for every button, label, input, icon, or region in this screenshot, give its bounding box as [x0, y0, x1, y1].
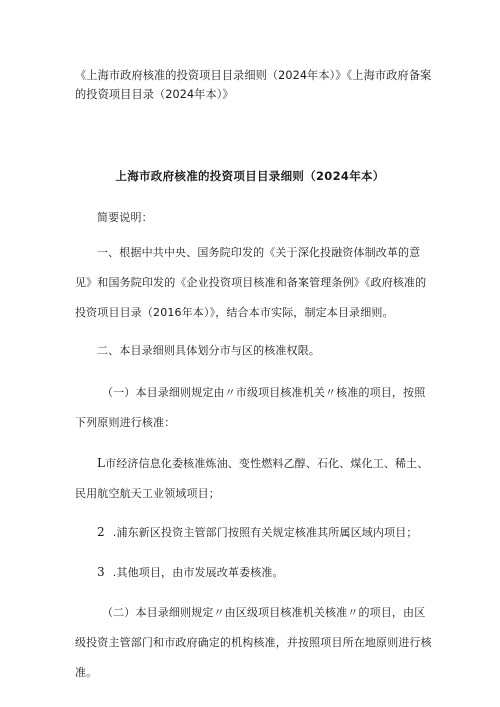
- list-item-2: [75, 517, 435, 548]
- list-item-1: [75, 448, 435, 509]
- summary-label: [97, 203, 437, 233]
- paragraph-text: （一）本目录细则规定由〃市级项目核准机关〃核准的项目，按照下列原则进行核准：: [75, 386, 426, 429]
- document-title: 《上海市政府核准的投资项目目录细则（2024年本）》《上海市政府备案的投资项目目录（2024年本）》: [75, 69, 432, 101]
- paragraph-text: .浦东新区投资主管部门按照有关规定核准其所属区域内项目；: [112, 526, 418, 539]
- paragraph-text: 简要说明：: [97, 211, 153, 224]
- list-item-3: [75, 557, 435, 588]
- list-number: 3: [97, 565, 105, 579]
- paragraph-sub-one: [75, 378, 435, 438]
- list-number: L: [97, 456, 106, 470]
- list-number: 2: [97, 525, 105, 539]
- paragraph-text: 二、本目录细则具体划分市与区的核准权限。: [97, 344, 320, 357]
- paragraph-sub-two: [75, 598, 435, 688]
- paragraph-two: [75, 336, 435, 366]
- paragraph-one: [75, 238, 435, 328]
- paragraph-text: （二）本目录细则规定〃由区级项目核准机关核准〃的项目，由区级投资主管部门和市政府确定的机构核准，并按照项目所在地原则进行核准。: [75, 606, 432, 679]
- section-heading: 上海市政府核准的投资项目目录细则（2024年本）: [115, 169, 385, 183]
- paragraph-text: 一、根据中共中央、国务院印发的《关于深化投融资体制改革的意见》和国务院印发的《企业投资项目核准和备案管理条例》《政府核准的投资项目目录（2016年本）》，结合本市实际，制定本目录细则。: [75, 246, 427, 319]
- paragraph-text: 市经济信息化委核准炼油、变性燃料乙醇、石化、煤化工、稀土、民用航空航天工业领域项目；: [75, 457, 429, 500]
- paragraph-text: .其他项目，由市发展改革委核准。: [112, 566, 284, 579]
